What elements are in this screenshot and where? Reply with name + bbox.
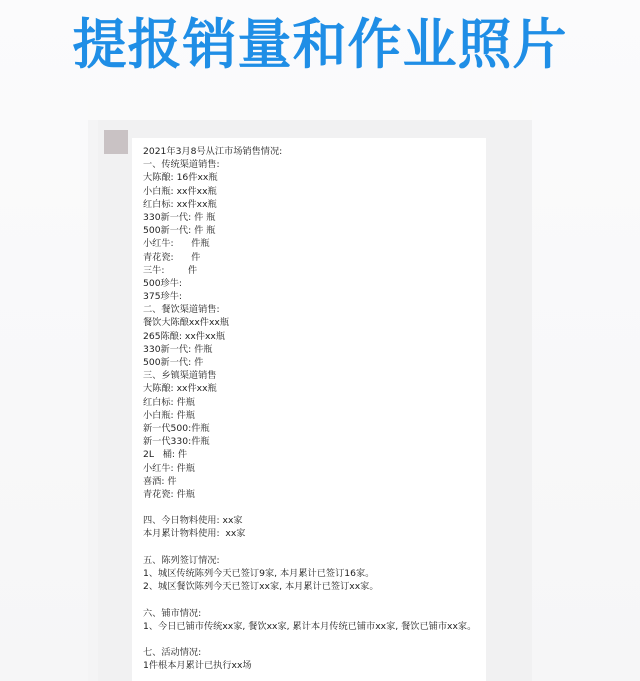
message-line: 500珍牛: [143,277,183,289]
message-line: 餐饮大陈酿xx件xx瓶 [143,317,230,329]
chat-left-edge [88,120,98,681]
avatar[interactable] [104,130,128,154]
message-line: 265陈酿: xx件xx瓶 [143,330,226,342]
message-line: 2021年3月8号从江市场销售情况: [143,146,283,157]
message-line: 青花瓷: 件 [143,251,201,263]
message-line: 三、乡镇渠道销售 [143,370,217,382]
message-line: 二、餐饮渠道销售: [143,304,220,316]
message-line: 1件根本月累计已执行xx场 [143,660,252,672]
headline-title: 提报销量和作业照片 [72,13,568,76]
message-line: 330新一代: 件瓶 [143,343,213,355]
message-line: 六、铺市情况: [143,607,202,619]
message-line: 2、城区餐饮陈列今天已签订xx家, 本月累计已签订xx家。 [143,581,379,593]
message-line: 375珍牛: [143,291,183,303]
message-line: 小红牛: 件瓶 [143,238,210,250]
message-line: 五、陈列签订情况: [143,554,220,566]
message-line: 三牛: 件 [143,264,198,276]
message-bubble[interactable] [132,138,486,681]
message-line: 2L 桶: 件 [143,449,188,461]
message-line: 四、今日物料使用: xx家 [143,515,243,527]
message-line: 一、传统渠道销售: [143,159,220,171]
message-line: 500新一代: 件 瓶 [143,225,216,237]
message-line: 喜酒: 件 [143,475,177,487]
message-text [143,145,486,673]
message-line: 新一代330:件瓶 [143,436,210,448]
message-line: 大陈酿: 16件xx瓶 [143,172,218,184]
message-line [143,501,486,514]
message-line: 大陈酿: xx件xx瓶 [143,383,217,395]
message-line: 七、活动情况: [143,647,202,659]
message-line: 新一代500:件瓶 [143,422,210,434]
message-line [143,593,486,606]
message-line [143,541,486,554]
message-line: 小红牛: 件瓶 [143,462,195,474]
message-line: 青花瓷: 件瓶 [143,488,195,500]
message-line: 红白标: 件瓶 [143,396,195,408]
message-line: 1、今日已铺市传统xx家, 餐饮xx家, 累计本月传统已铺市xx家, 餐饮已铺市xx家。 [143,620,477,632]
message-line: 小白瓶: xx件xx瓶 [143,185,217,197]
message-line: 小白瓶: 件瓶 [143,409,195,421]
message-line: 330新一代: 件 瓶 [143,211,216,223]
message-line: 本月累计物料使用: xx家 [143,528,246,540]
message-line: 红白标: xx件xx瓶 [143,198,217,210]
chat-top-bar [88,100,532,120]
message-line [143,633,486,646]
message-line: 1、城区传统陈列今天已签订9家, 本月累计已签订16家。 [143,568,375,579]
message-line: 500新一代: 件 [143,357,204,368]
